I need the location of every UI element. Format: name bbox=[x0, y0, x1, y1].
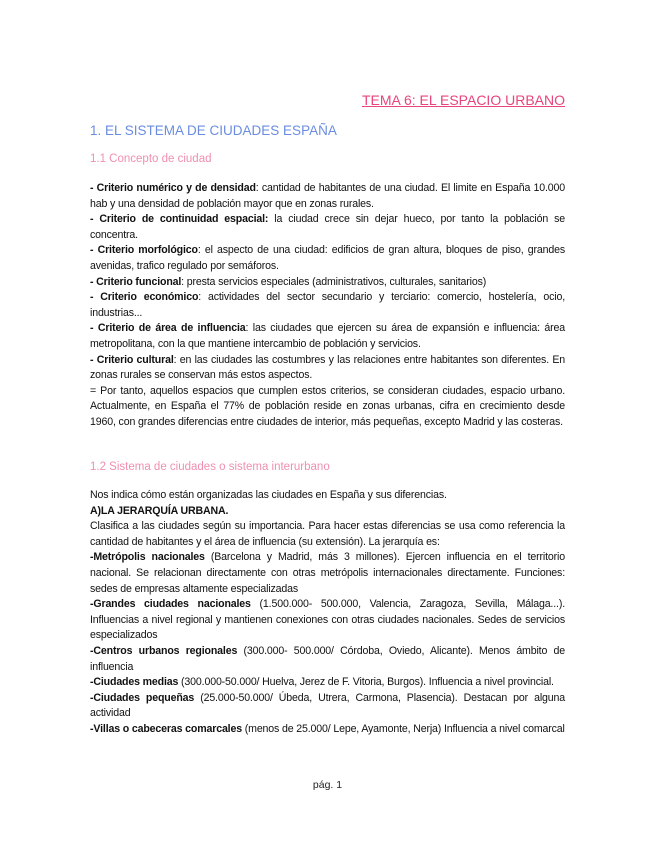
criterion-paragraph bbox=[90, 212, 565, 243]
criterion-term: - Criterio de continuidad espacial: bbox=[90, 213, 269, 226]
criterion-text: : el aspecto de una ciudad: edificios de gran altura, bloques de piso, grandes avenidas, trafico regulado por semáforos. bbox=[90, 244, 565, 272]
section-heading: 1. EL SISTEMA DE CIUDADES ESPAÑA bbox=[90, 123, 337, 138]
hierarchy-level bbox=[90, 675, 565, 691]
criteria-block bbox=[90, 181, 565, 431]
conclusion-paragraph: = Por tanto, aquellos espacios que cumplen estos criterios, se consideran ciudades, espacio urbano. Actualmente, en España el 77% de población reside en zonas urbanas, cifra en crecimiento desde 1960, con grandes diferencias entre ciudades de interior, más pequeñas, excepto Madrid y las costeras. bbox=[90, 384, 565, 428]
hierarchy-block bbox=[90, 488, 565, 738]
criterion-term: - Criterio económico bbox=[90, 291, 199, 304]
subsection-heading-concepto: 1.1 Concepto de ciudad bbox=[90, 153, 212, 165]
criterion-term: - Criterio cultural bbox=[90, 353, 174, 366]
hierarchy-level bbox=[90, 644, 565, 675]
document-title: TEMA 6: EL ESPACIO URBANO bbox=[361, 92, 565, 108]
criterion-term: - Criterio de área de influencia bbox=[90, 322, 246, 335]
criterion-paragraph bbox=[90, 243, 565, 274]
criterion-paragraph bbox=[90, 353, 565, 384]
level-term: -Grandes ciudades nacionales bbox=[90, 598, 251, 611]
hierarchy-heading-text: A)LA JERARQUÍA URBANA. bbox=[90, 504, 229, 517]
level-term: -Ciudades medias bbox=[90, 676, 179, 689]
level-text: (300.000-50.000/ Huelva, Jerez de F. Vitoria, Burgos). Influencia a nivel provincial. bbox=[178, 676, 554, 689]
level-text: (1.500.000- 500.000, Valencia, Zaragoza, Sevilla, Málaga...). Influencias a nivel regional y mantienen conexiones con otras ciudades nacionales. Sedes de servicios especializados bbox=[90, 598, 565, 642]
level-text: (menos de 25.000/ Lepe, Ayamonte, Nerja) Influencia a nivel comarcal bbox=[241, 722, 565, 735]
criterion-term: - Criterio morfológico bbox=[90, 244, 198, 257]
hierarchy-level bbox=[90, 722, 565, 738]
level-text: (25.000-50.000/ Úbeda, Utrera, Carmona, Plasencia). Destacan por alguna actividad bbox=[90, 691, 565, 720]
criterion-paragraph bbox=[90, 275, 565, 291]
page-number: pág. 1 bbox=[312, 779, 343, 791]
level-term: -Metrópolis nacionales bbox=[90, 551, 205, 564]
criterion-text: : presta servicios especiales (administrativos, culturales, sanitarios) bbox=[181, 275, 487, 288]
criterion-term: - Criterio numérico y de densidad bbox=[90, 182, 256, 194]
criterion-paragraph bbox=[90, 290, 565, 321]
hierarchy-intro-paragraph: Clasifica a las ciudades según su importancia. Para hacer estas diferencias se usa como referencia la cantidad de habitantes y el área de influencia (su extensión). La jerarquía es: bbox=[90, 520, 565, 548]
criterion-text: : en las ciudades las costumbres y las relaciones entre habitantes son diferentes. En zonas rurales se conservan más estos aspectos. bbox=[90, 353, 565, 382]
hierarchy-level bbox=[90, 691, 565, 722]
level-term: -Ciudades pequeñas bbox=[90, 691, 195, 704]
hierarchy-level bbox=[90, 597, 565, 644]
level-term: -Villas o cabeceras comarcales bbox=[90, 722, 242, 735]
criterion-term: - Criterio funcional bbox=[90, 275, 182, 288]
level-text: (Barcelona y Madrid, más 3 millones). Ejercen influencia en el territorio nacional. Se relacionan directamente con otras metrópolis internacionales directamente. Funciones: sedes de empresas altamente especializadas bbox=[90, 551, 565, 595]
hierarchy-heading bbox=[90, 504, 565, 520]
level-text: (300.000- 500.000/ Córdoba, Oviedo, Alicante). Menos ámbito de influencia bbox=[90, 644, 566, 673]
criterion-paragraph bbox=[90, 321, 565, 352]
level-term: -Centros urbanos regionales bbox=[90, 644, 238, 657]
subsection-heading-sistema: 1.2 Sistema de ciudades o sistema interurbano bbox=[90, 461, 330, 473]
criterion-paragraph bbox=[90, 181, 565, 212]
criterion-text: la ciudad crece sin dejar hueco, por tanto la población se concentra. bbox=[90, 213, 565, 241]
intro-paragraph: Nos indica cómo están organizadas las ciudades en España y sus diferencias. bbox=[90, 489, 447, 501]
criterion-text: : cantidad de habitantes de una ciudad. El limite en España 10.000 hab y una densidad de población mayor que en zonas rurales. bbox=[90, 182, 565, 210]
hierarchy-level bbox=[90, 550, 565, 597]
criterion-text: : actividades del sector secundario y terciario: comercio, hostelería, ocio, industrias... bbox=[90, 291, 565, 319]
criterion-text: : las ciudades que ejercen su área de expansión e influencia: área metropolitana, con la que mantiene intercambio de población y servicios. bbox=[90, 322, 565, 350]
